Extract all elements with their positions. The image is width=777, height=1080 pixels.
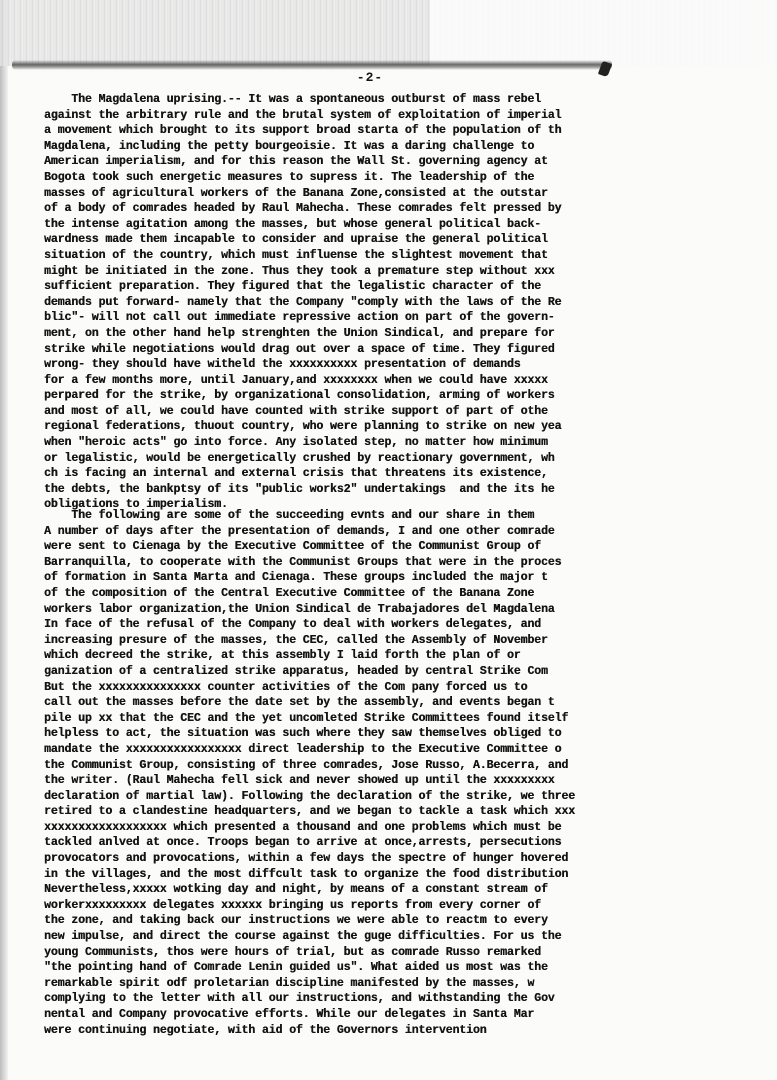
text-line: new impulse, and direct the course against the guge difficulties. For us the: [44, 930, 562, 944]
text-line: ganization of a centralized strike apparatus, headed by central Strike Com: [44, 664, 548, 678]
text-line: demands put forward- namely that the Company "comply with the laws of the Re: [44, 295, 562, 309]
text-line: tackled anlved at once. Troops began to arrive at once,arrests, persecutions: [44, 836, 562, 850]
text-line: the writer. (Raul Mahecha fell sick and never showed up until the xxxxxxxxx: [44, 774, 555, 788]
text-line: Magdalena, including the petty bourgeoisie. It was a daring challenge to: [44, 139, 535, 153]
text-line: against the arbitrary rule and the brutal system of exploitation of imperial: [44, 108, 562, 122]
text-line: In face of the refusal of the Company to deal with workers delegates, and: [44, 618, 541, 632]
text-line: of the composition of the Central Executive Committee of the Banana Zone: [44, 586, 535, 600]
text-line: the intense agitation among the masses, but whose general political back-: [44, 217, 541, 231]
text-line: sufficient preparation. They figured that the legalistic character of the: [44, 280, 541, 294]
text-line: blic"- will not call out immediate repressive action on part of the govern-: [44, 311, 555, 325]
text-line: were sent to Cienaga by the Executive Committee of the Communist Group of: [44, 540, 541, 554]
text-line: for a few months more, until January,and xxxxxxxx when we could have xxxxx: [44, 373, 548, 387]
paragraph-magdalena-uprising: [44, 92, 704, 513]
text-line: Nevertheless,xxxxx wotking day and night, by means of a constant stream of: [44, 883, 548, 897]
text-line: masses of agricultural workers of the Banana Zone,consisted at the outstar: [44, 186, 548, 200]
text-line: ch is facing an internal and external crisis that threatens its existence,: [44, 467, 548, 481]
text-line: when "heroic acts" go into force. Any isolated step, no matter how minimum: [44, 436, 548, 450]
text-line: nental and Company provocative efforts. While our delegates in Santa Mar: [44, 1008, 535, 1021]
text-line: wrong- they should have witheld the xxxxxxxxxx presentation of demands: [44, 358, 521, 372]
text-line: retired to a clandestine headquarters, and we began to tackle a task which xxx: [44, 805, 575, 819]
scan-right-fade: [717, 0, 777, 1080]
text-line: the Communist Group, consisting of three comrades, Jose Russo, A.Becerra, and: [44, 758, 569, 772]
text-line: might be initiated in the zone. Thus they took a premature step without xxx: [44, 264, 555, 278]
text-line: in the villages, and the most diffcult task to organize the food distribution: [44, 867, 569, 881]
text-line: workerxxxxxxxxx delegates xxxxxx bringing us reports from every corner of: [44, 898, 541, 912]
text-line: "the pointing hand of Comrade Lenin guided us". What aided us most was the: [44, 961, 548, 975]
text-line: situation of the country, which must influense the slightest movement that: [44, 248, 548, 262]
text-line: xxxxxxxxxxxxxxxxxx which presented a thousand and one problems which must be: [44, 820, 562, 834]
text-line: complying to the letter with all our instructions, and withstanding the Gov: [44, 992, 555, 1006]
text-line: or legalistic, would be energetically crushed by reactionary government, wh: [44, 451, 555, 465]
text-line: American imperialism, and for this reason the Wall St. governing agency at: [44, 155, 548, 169]
text-line: obligations to imperialism.: [44, 498, 228, 512]
text-line: The following are some of the succeeding evnts and our share in them: [44, 509, 535, 522]
text-line: call out the masses before the date set by the assembly, and events began t: [44, 696, 555, 710]
text-line: A number of days after the presentation of demands, I and one other comrade: [44, 524, 555, 538]
text-line: strike while negotiations would drag out over a space of time. They figured: [44, 342, 555, 356]
text-line: of a body of comrades headed by Raul Mahecha. These comrades felt pressed by: [44, 202, 562, 216]
text-line: mandate the xxxxxxxxxxxxxxxxx direct leadership to the Executive Committee o: [44, 742, 562, 756]
text-line: helpless to act, the situation was such where they saw themselves obliged to: [44, 727, 562, 741]
page-number: -2-: [356, 70, 384, 85]
text-line: The Magdalena uprising.-- It was a spontaneous outburst of mass rebel: [44, 93, 541, 106]
text-line: ment, on the other hand help strenghten the Union Sindical, and prepare for: [44, 326, 555, 340]
paragraph-succeeding-events: [44, 508, 704, 1038]
text-line: the debts, the bankptsy of its "public works2" undertakings and the its he: [44, 482, 555, 496]
text-line: regional federations, thuout country, who were planning to strike on new yea: [44, 420, 562, 434]
text-line: which decreed the strike, at this assembly I laid forth the plan of or: [44, 649, 521, 663]
text-line: and most of all, we could have counted with strike support of part of othe: [44, 404, 548, 418]
text-line: workers labor organization,the Union Sindical de Trabajadores del Magdalena: [44, 602, 555, 616]
scan-smudge: [12, 60, 612, 70]
text-line: the zone, and taking back our instructions we were able to reactm to every: [44, 914, 548, 928]
text-line: remarkable spirit odf proletarian discipline manifested by the masses, w: [44, 976, 535, 990]
scan-header-light: [430, 0, 777, 66]
scan-left-edge: [0, 0, 8, 1080]
text-line: Bogota took such energetic measures to supress it. The leadership of the: [44, 170, 535, 184]
text-line: But the xxxxxxxxxxxxxxx counter activities of the Com pany forced us to: [44, 680, 528, 694]
text-line: declaration of martial law). Following the declaration of the strike, we three: [44, 789, 575, 803]
text-line: Barranquilla, to cooperate with the Communist Groups that were in the proces: [44, 555, 562, 569]
text-line: perpared for the strike, by organizational consolidation, arming of workers: [44, 389, 555, 403]
text-line: increasing presure of the masses, the CEC, called the Assembly of November: [44, 633, 548, 647]
text-line: wardness made them incapable to consider and upraise the general political: [44, 233, 548, 247]
text-line: pile up xx that the CEC and the yet uncomleted Strike Committees found itself: [44, 711, 569, 725]
text-line: provocators and provocations, within a few days the spectre of hunger hovered: [44, 852, 569, 866]
text-line: a movement which brought to its support broad starta of the population of th: [44, 124, 562, 138]
text-line: of formation in Santa Marta and Cienaga. These groups included the major t: [44, 571, 548, 585]
text-line: young Communists, thos were hours of trial, but as comrade Russo remarked: [44, 945, 541, 959]
text-line: were continuing negotiate, with aid of the Governors intervention: [44, 1023, 487, 1037]
